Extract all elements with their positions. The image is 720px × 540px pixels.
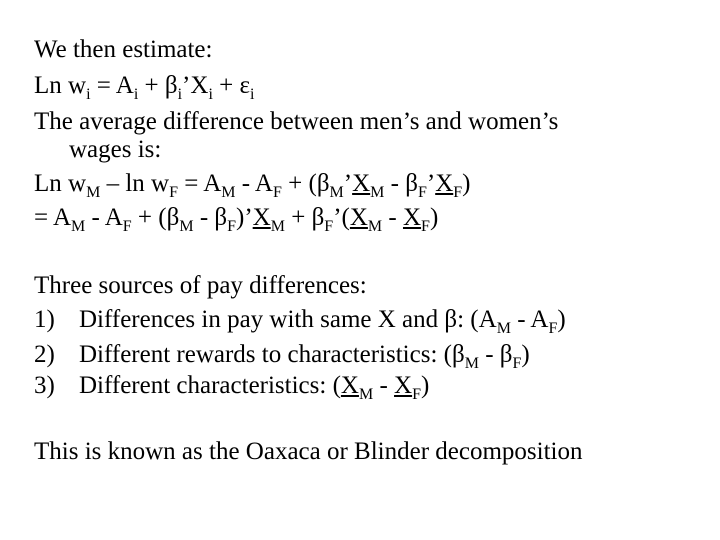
conclusion-text: This is known as the Oaxaca or Blinder decomposition (34, 438, 583, 465)
equation-decomposition: = $A_M - A_F + (\beta_M$ - $\beta_F)’X_M$ + $\beta_F’(X_M - X_F)$ (34, 204, 439, 235)
list-item-number: 3) (34, 372, 55, 399)
list-item-number: 2) (34, 341, 55, 368)
list-item-number: 1) (34, 306, 55, 333)
equation-individual-wage: Ln $w_i = A_i$ + $\beta_i’X_i + \varepsilon_i$ (34, 72, 255, 103)
average-difference-text: The average difference between men’s and women’s (34, 108, 559, 135)
list-item: Differences in pay with same X and β: $(A_M - A_F)$ (79, 306, 566, 337)
average-difference-text-continued: wages is: (69, 136, 162, 163)
equation-wage-gap: Ln $w_M - \ln w_F = A_M - A_F$ + ($\beta_M’X_M$ - $\beta_F’X_F$) (34, 170, 471, 201)
intro-text: We then estimate: (34, 36, 213, 63)
list-item: Different characteristics: $(X_M - X_F)$ (79, 372, 430, 403)
sources-heading: Three sources of pay differences: (34, 272, 367, 299)
list-item: Different rewards to characteristics: $(\beta_M - \beta_F)$ (79, 341, 530, 372)
